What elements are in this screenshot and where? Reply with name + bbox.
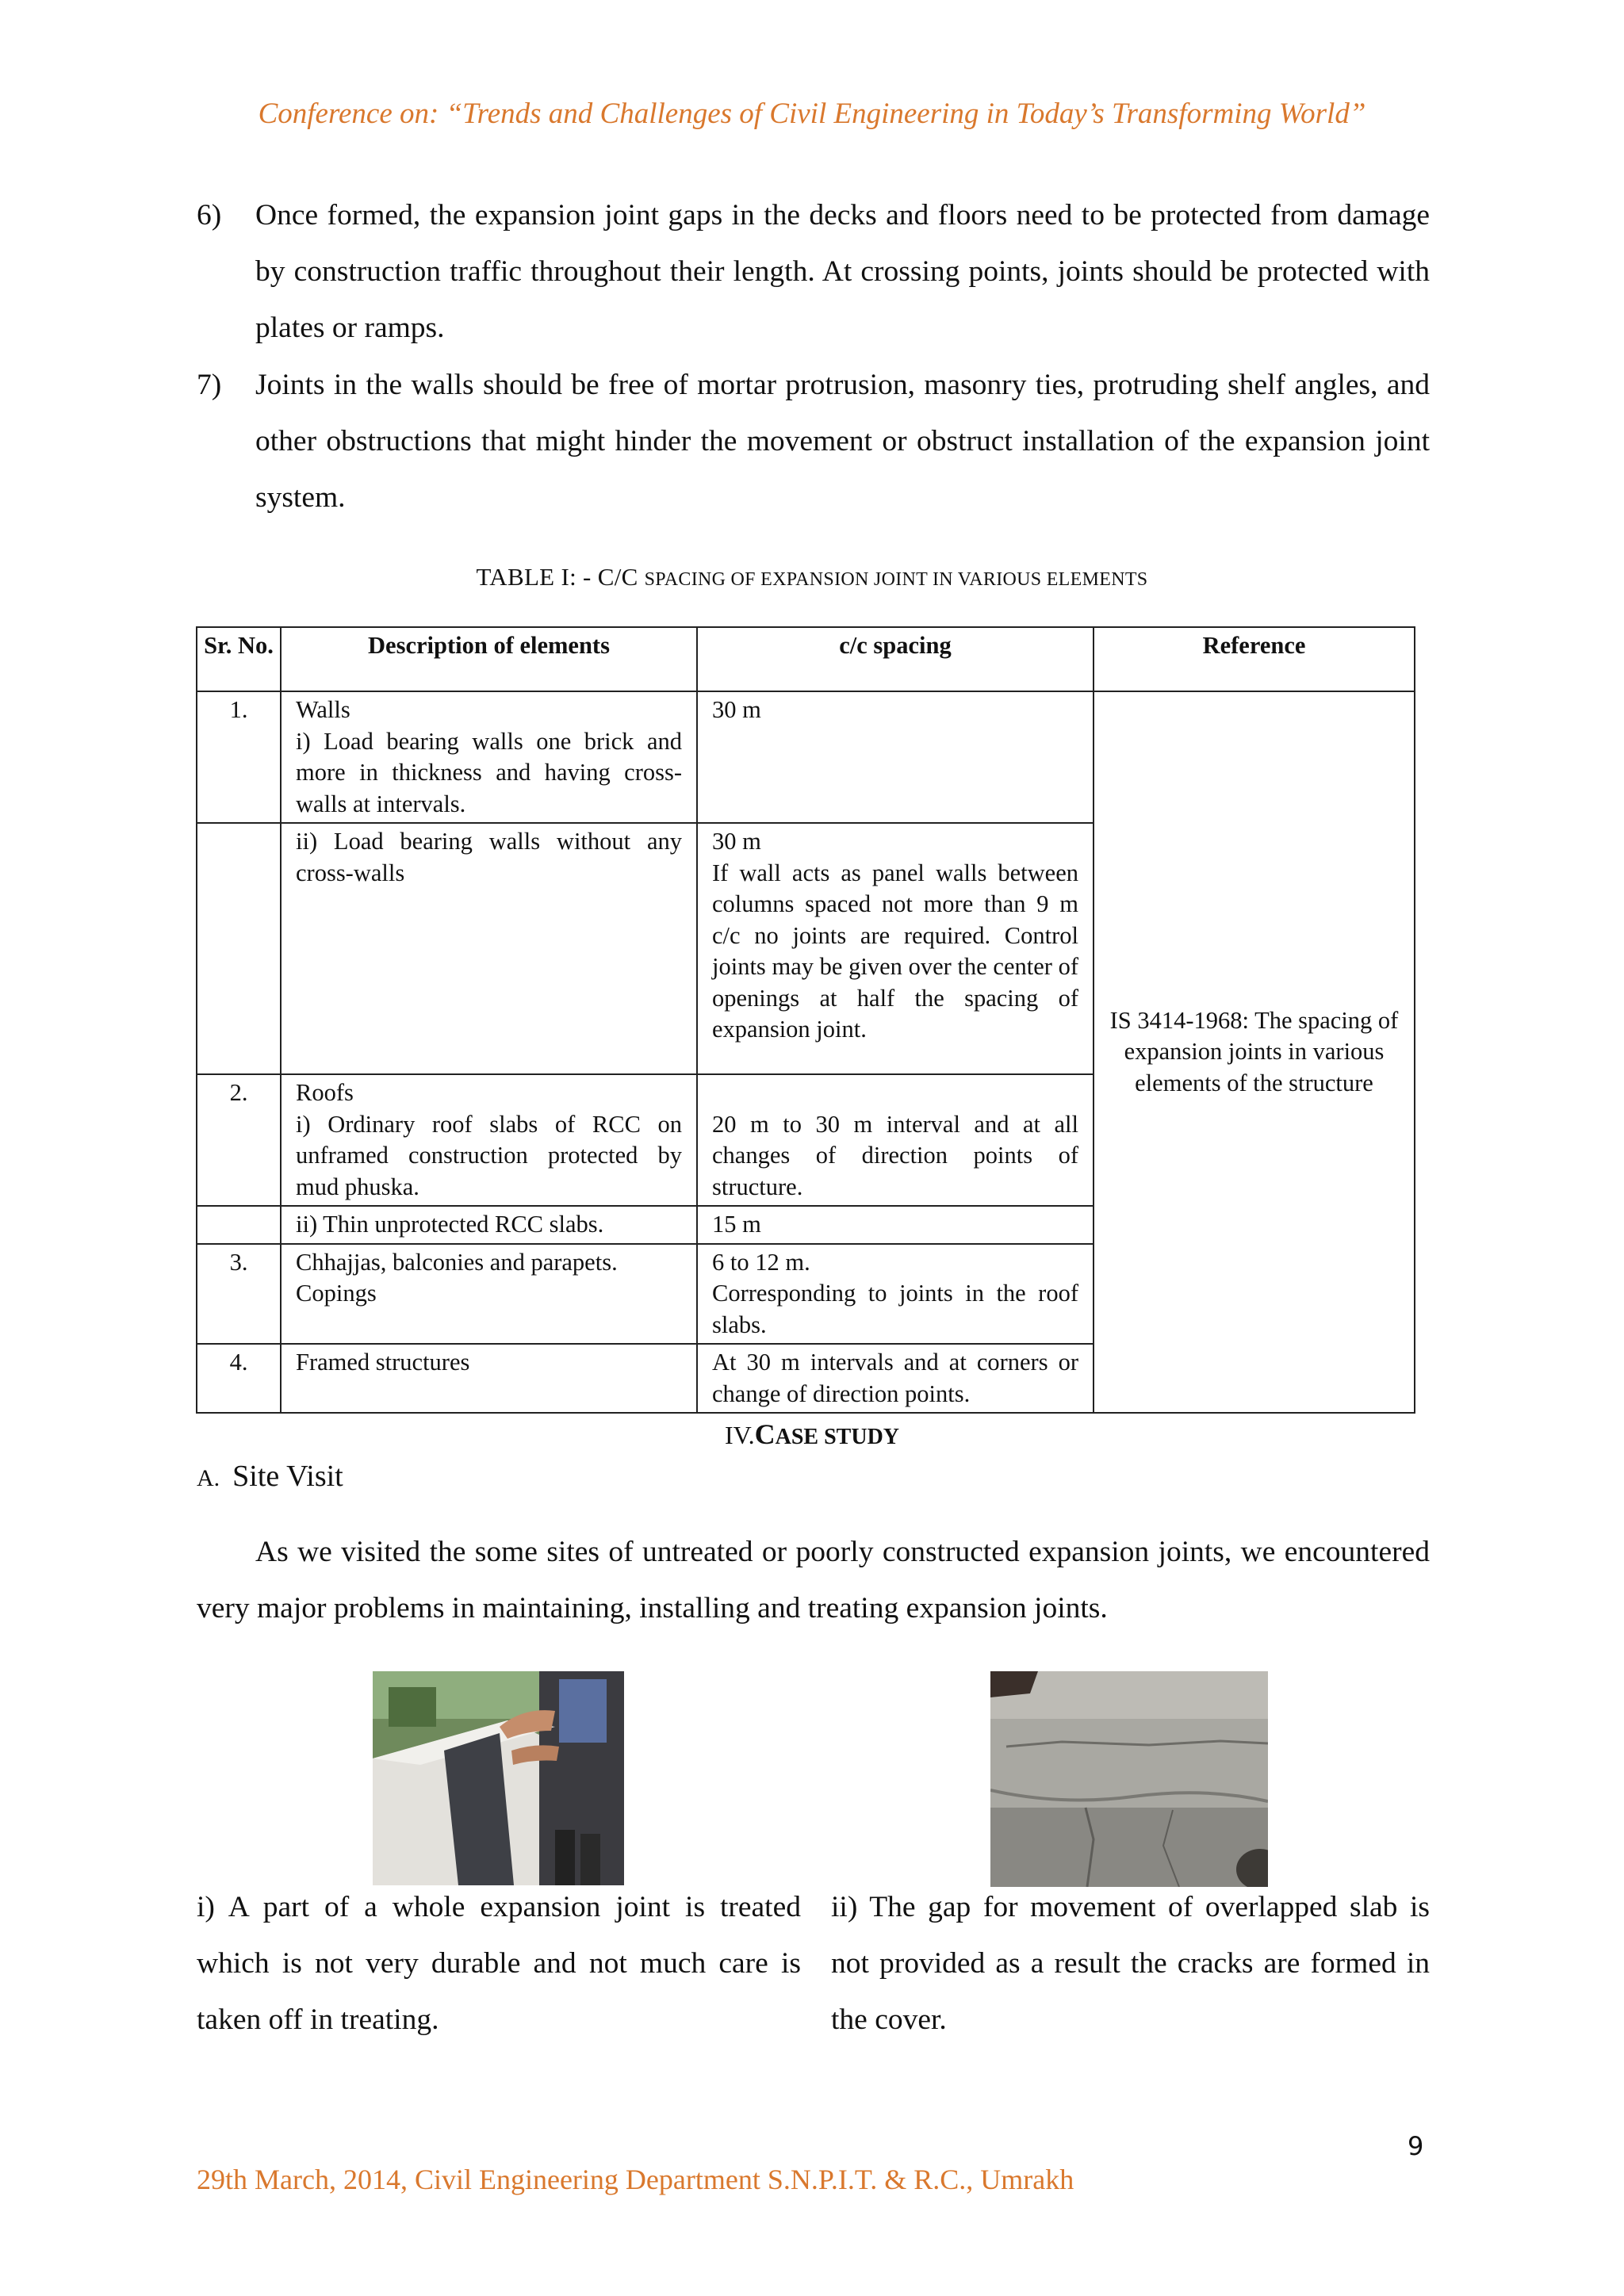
row-description: Chhajjas, balconies and parapets. Copings bbox=[281, 1244, 697, 1345]
list-text: Joints in the walls should be free of mortar protrusion, masonry ties, protruding shelf angles, and other obstructions that might hinder the movement or obstruct installation of the expansion joint system. bbox=[255, 369, 1430, 514]
section-title-rest: ASE STUDY bbox=[775, 1425, 900, 1449]
table-row bbox=[197, 691, 1415, 823]
row-sr: 1. bbox=[197, 691, 281, 823]
row-sr: 4. bbox=[197, 1344, 281, 1413]
row-sr: 2. bbox=[197, 1074, 281, 1206]
reference-cell: IS 3414-1968: The spacing of expansion joints in various elements of the structure bbox=[1094, 691, 1415, 1413]
table-header-row bbox=[197, 627, 1415, 691]
figure-caption-1: i) A part of a whole expansion joint is treated which is not very durable and not much care is taken off in treating. bbox=[197, 1891, 801, 2036]
section-heading bbox=[0, 1418, 1624, 1451]
table-caption bbox=[0, 563, 1624, 591]
section-first-letter: C bbox=[754, 1418, 776, 1450]
header-spacing: c/c spacing bbox=[697, 627, 1094, 691]
header-reference: Reference bbox=[1094, 627, 1415, 691]
photo-treated-joint bbox=[373, 1671, 624, 1885]
row-description: Walls i) Load bearing walls one brick and more in thickness and having cross-walls at intervals. bbox=[281, 691, 697, 823]
row-sr bbox=[197, 1206, 281, 1244]
row-spacing: 15 m bbox=[697, 1206, 1094, 1244]
header-description: Description of elements bbox=[281, 627, 697, 691]
section-numeral: IV. bbox=[724, 1421, 755, 1449]
photo-treated-joint-graphic bbox=[373, 1671, 624, 1885]
row-description: Framed structures bbox=[281, 1344, 697, 1413]
row-description: ii) Load bearing walls without any cross-walls bbox=[281, 823, 697, 1074]
list-number: 6) bbox=[197, 199, 222, 232]
row-spacing: 6 to 12 m. Corresponding to joints in the roof slabs. bbox=[697, 1244, 1094, 1345]
list-item-6 bbox=[197, 187, 1430, 358]
spacing-table bbox=[196, 626, 1415, 1414]
row-spacing: 30 m If wall acts as panel walls between columns spaced not more than 9 m c/c no joints are required. Control joints may be given over the center of openings at half the spacing of expansion joint. bbox=[697, 823, 1094, 1074]
row-spacing: 20 m to 30 m interval and at all changes of direction points of structure. bbox=[697, 1074, 1094, 1206]
footer: 29th March, 2014, Civil Engineering Department S.N.P.I.T. & R.C., Umrakh bbox=[197, 2164, 1074, 2195]
row-spacing: At 30 m intervals and at corners or change of direction points. bbox=[697, 1344, 1094, 1413]
page-number: 9 bbox=[1408, 2131, 1424, 2161]
row-description: Roofs i) Ordinary roof slabs of RCC on unframed construction protected by mud phuska. bbox=[281, 1074, 697, 1206]
subsection-title: Site Visit bbox=[232, 1460, 343, 1493]
figure-caption-2: ii) The gap for movement of overlapped slab is not provided as a result the cracks are formed in the cover. bbox=[831, 1891, 1430, 2036]
header-sr: Sr. No. bbox=[197, 627, 281, 691]
list-number: 7) bbox=[197, 369, 222, 401]
list-item-7 bbox=[197, 357, 1430, 527]
row-sr bbox=[197, 823, 281, 1074]
photo-cracked-cover bbox=[990, 1671, 1268, 1887]
photo-cracked-cover-graphic bbox=[990, 1671, 1268, 1887]
list-text: Once formed, the expansion joint gaps in the decks and floors need to be protected from damage by construction traffic throughout their length. At crossing points, joints should be protected with plates or ramps. bbox=[255, 199, 1430, 344]
subsection-letter: A. bbox=[197, 1465, 220, 1491]
subsection-heading bbox=[197, 1459, 343, 1494]
running-header: Conference on: “Trends and Challenges of Civil Engineering in Today’s Transforming World” bbox=[258, 98, 1366, 130]
table-caption-rest: SPACING OF EXPANSION JOINT IN VARIOUS ELEMENTS bbox=[644, 569, 1148, 590]
table-caption-prefix: TABLE I: - C/C bbox=[476, 563, 645, 591]
row-spacing: 30 m bbox=[697, 691, 1094, 823]
row-sr: 3. bbox=[197, 1244, 281, 1345]
body-paragraph: As we visited the some sites of untreated or poorly constructed expansion joints, we encountered very major problems in maintaining, installing and treating expansion joints. bbox=[197, 1536, 1430, 1624]
row-description: ii) Thin unprotected RCC slabs. bbox=[281, 1206, 697, 1244]
